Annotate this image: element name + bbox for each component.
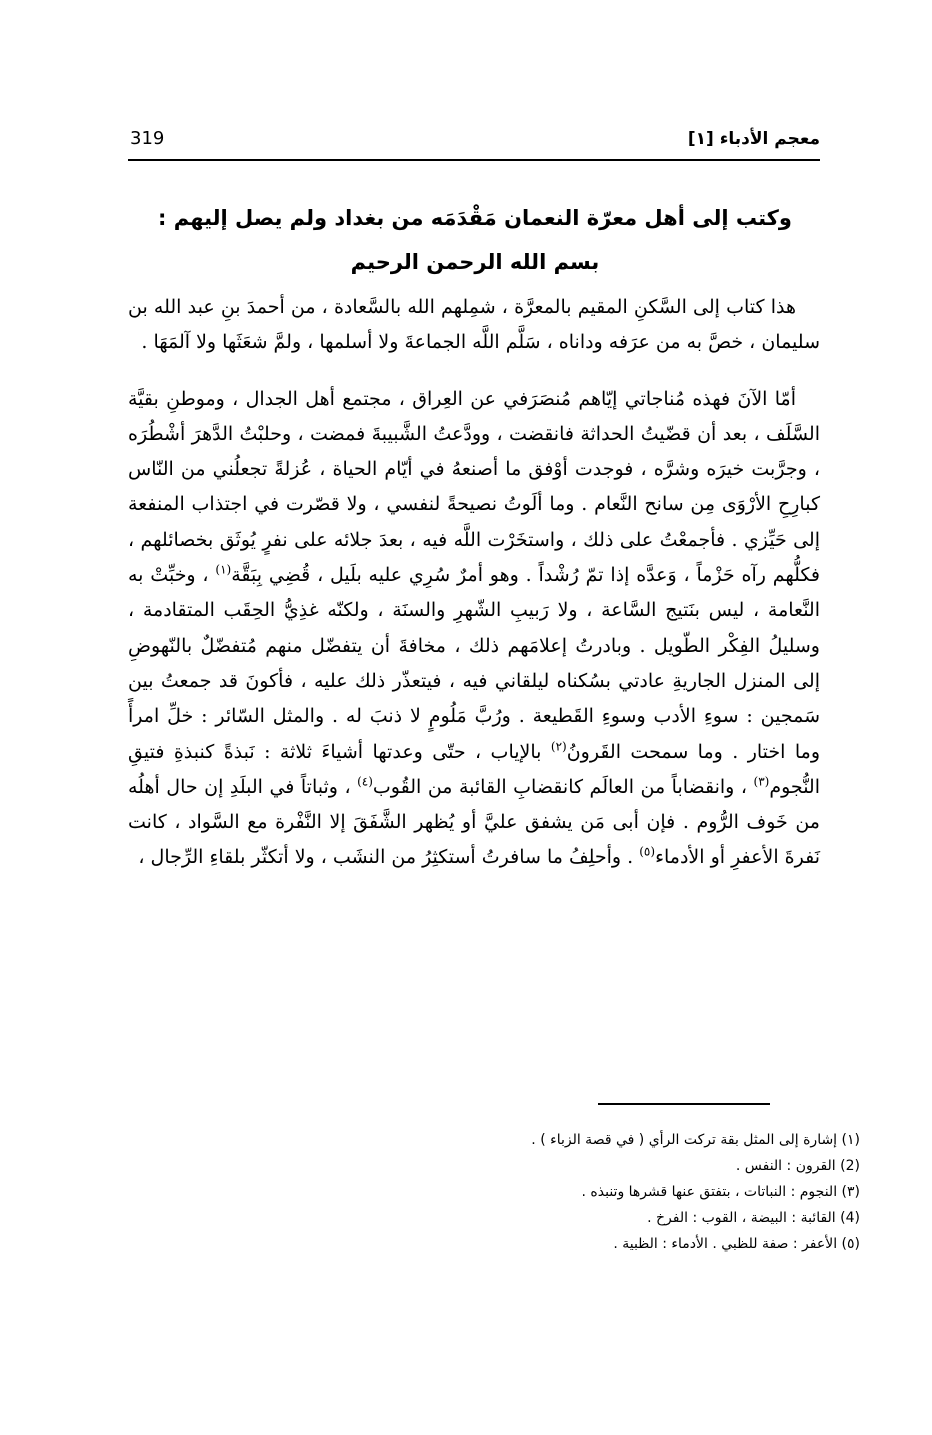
footnote-5: (٥) الأعفر : صفة للظبي . الأدماء : الظبية . (613, 1236, 860, 1252)
heading-line-1: وكتب إلى أهل معرّة النعمان مَقْدَمَه من بغداد ولم يصل إليهم : (158, 206, 792, 230)
page-number: 319 (130, 128, 165, 149)
running-header (130, 128, 820, 156)
footnote-marker-1: (١) (215, 562, 232, 577)
footnote-marker-2: (٢) (550, 739, 567, 754)
body-text (128, 290, 820, 876)
footnote-marker-4: (٤) (357, 774, 373, 789)
footnote-3: (٣) النجوم : النباتات ، بتفتق عنها قشرها وتنبذه . (581, 1184, 860, 1200)
paragraph-2-text: أمّا الآنَ فهذه مُناجاتي إيّاهم مُنصَرَفي عن العِراق ، مجتمع أهل الجدال ، وموطنِ بقيَّة السَّلَف ، بعد أن قضّيتُ الحداثة فانقضت ، وودَّعتُ الشَّبيبةَ فمضت ، وحلبْتُ الدَّهرَ أشْطُرَه ، وجرَّبت خيرَه وشرَّه ، فوجدت أوْفق ما أصنعهُ في أيّام الحياة ، عُزلةً تجعلُني من النّاس كبارِحِ الأرْوَى مِن سانح النَّعام . وما ألَوتُ نصيحةً لنفسي ، ولا قصّرت في اجتذاب المنفعة إلى حَيِّزي . فأجمعْتُ على ذلك ، واستخَرْت اللَّه فيه ، بعدَ جلائه على نفرٍ يُوثَق بخصائلهم ، فكلُّهم رآه حَزْماً ، وَعدَّه إذا تمّ رُشْداً . وهو أمرٌ سُرِي عليه بلَيل ، قُضِي بِبَقَّة (128, 387, 820, 587)
paragraph-2-text: ، وخبِّتْ به النَّعامة ، ليس بنَتيج السَّاعة ، ولا رَبيبِ الشّهرِ والسنَة ، ولكنّه غذِيُّ الحِقَب المتقادمة ، وسليلُ الفِكْر الطّويل . وبادرتُ إعلامَهم ذلك ، مخافةَ أن يتفضّل منهم مُتفضّلٌ بالنّهوضِ إلى المنزل الجاريةِ عادتي بسُكناه ليلقاني فيه ، فيتعذّر ذلك عليه ، فأكونَ قد جمعتُ بين سَمجين : سوءِ الأدب وسوءِ القَطيعة . ورُبَّ مَلُومٍ لا ذنبَ له . والمثل السّائر : خلِّ امرأً وما اختار . وما سمحت القَرونُ (128, 564, 821, 763)
paragraph-2-text: بالإياب ، حتّى وعدتها أشياءَ ثلاثة : نَبذةً كنبذةِ فتيقِ النُّجوم (128, 740, 820, 798)
section-heading (130, 196, 820, 284)
paragraph-2-text: . وأحلِفُ ما سافرتُ أستكثِرُ من النشَب ، ولا أتكثّر بلقاءِ الرِّجال ، (138, 846, 640, 869)
paragraph-1: هذا كتاب إلى السَّكنِ المقيم بالمعرَّة ، شمِلهم الله بالسَّعادة ، من أحمدَ بنِ عبد الله بن سليمان ، خصَّ به من عرَفه وداناه ، سَلَّم اللَّه الجماعةَ ولا أسلمها ، ولمَّ شعَثَها ولا آلمَهَا . (128, 296, 820, 354)
paragraph-2 (128, 382, 820, 876)
footnote-rule (598, 1103, 770, 1105)
header-rule (128, 159, 820, 161)
footnotes (160, 1127, 860, 1257)
footnote-1: (١) إشارة إلى المثل بقة تركت الرأي ( في قصة الزباء ) . (531, 1132, 860, 1148)
paragraph-2-text: ، وانقضاباً من العالَم كانقضابِ القائبة من القُوب (372, 775, 754, 798)
paragraph-2-text: ، وثباتاً في البلَدِ إن حال أهلُه من خَوف الرُّوم . فإن أبى مَن يشفق عليَّ أو يُظهر الشَّفَقَ إلا النَّفْرة مع السَّواد ، كانت نَفرةَ الأعفرِ أو الأدماء (128, 775, 820, 869)
running-title: معجم الأدباء [١] (687, 129, 820, 149)
basmala-line: بسم الله الرحمن الرحيم (350, 250, 600, 274)
footnote-marker-3: (٣) (753, 774, 770, 789)
footnote-4: (4) القائبة : البيضة ، القوب : الفرخ . (647, 1210, 860, 1226)
footnote-2: (2) القرون : النفس . (735, 1158, 860, 1174)
footnote-marker-5: (٥) (639, 845, 656, 860)
